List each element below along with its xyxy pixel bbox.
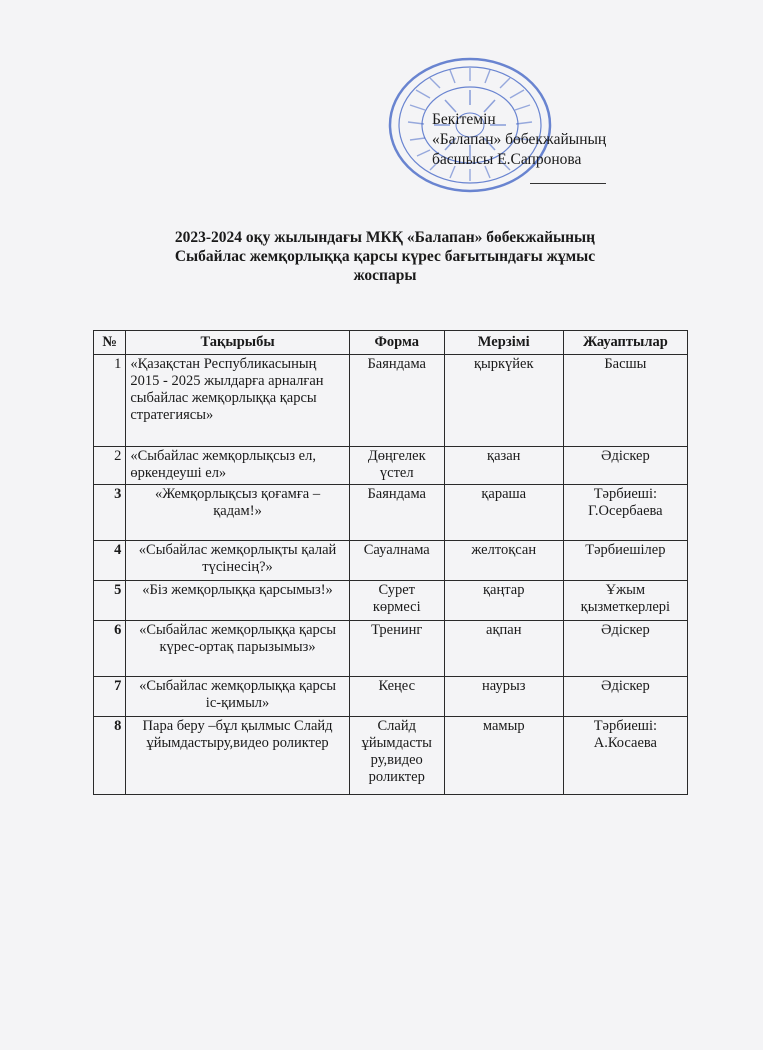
table-row — [94, 581, 688, 621]
table-row — [94, 717, 688, 795]
row-topic: Пара беру –бұл қылмыс Слайд ұйымдастыру,видео роликтер — [126, 717, 349, 795]
approval-line-2: «Балапан» бөбекжайының — [432, 131, 607, 148]
row-date: қазан — [444, 447, 563, 485]
row-topic: «Сыбайлас жемқорлықсыз ел, өркендеуші ел» — [126, 447, 349, 485]
approval-block — [432, 110, 606, 170]
title-line-1: 2023-2024 оқу жылындағы МКҚ «Балапан» бөбекжайының — [174, 229, 596, 246]
row-responsible: Басшы — [563, 355, 687, 447]
table-row — [94, 621, 688, 677]
table-header-row — [94, 331, 688, 355]
row-date: желтоқсан — [444, 541, 563, 581]
row-date: қараша — [444, 485, 563, 541]
row-form: Баяндама — [349, 485, 444, 541]
approval-line-1: Бекітемін — [432, 111, 496, 128]
row-responsible: Тәрбиеші: Г.Осербаева — [563, 485, 687, 541]
header-responsible: Жауаптылар — [563, 331, 687, 355]
table-row — [94, 355, 688, 447]
row-topic: «Біз жемқорлыққа қарсымыз!» — [126, 581, 349, 621]
row-number: 4 — [94, 541, 126, 581]
table-row — [94, 447, 688, 485]
row-number: 1 — [94, 355, 126, 447]
document-title — [120, 228, 650, 285]
row-number: 5 — [94, 581, 126, 621]
row-topic: «Жемқорлықсыз қоғамға – қадам!» — [126, 485, 349, 541]
row-date: мамыр — [444, 717, 563, 795]
row-number: 2 — [94, 447, 126, 485]
row-topic: «Сыбайлас жемқорлыққа қарсы күрес-ортақ парызымыз» — [126, 621, 349, 677]
row-form: Кеңес — [349, 677, 444, 717]
header-date: Мерзімі — [444, 331, 563, 355]
row-number: 7 — [94, 677, 126, 717]
row-form: Тренинг — [349, 621, 444, 677]
row-date: наурыз — [444, 677, 563, 717]
row-responsible: Әдіскер — [563, 621, 687, 677]
row-date: қыркүйек — [444, 355, 563, 447]
row-topic: «Қазақстан Республикасының 2015 - 2025 жылдарға арналған сыбайлас жемқорлыққа қарсы стратегиясы» — [126, 355, 349, 447]
row-form: Дөңгелек үстел — [349, 447, 444, 485]
header-topic: Тақырыбы — [126, 331, 349, 355]
approval-line-3: басшысы Е.Сапронова — [432, 151, 582, 168]
row-form: Сурет көрмесі — [349, 581, 444, 621]
header-number: № — [94, 331, 126, 355]
row-number: 8 — [94, 717, 126, 795]
row-topic: «Сыбайлас жемқорлықты қалай түсінесің?» — [126, 541, 349, 581]
title-line-3: жоспары — [353, 267, 417, 284]
row-responsible: Әдіскер — [563, 677, 687, 717]
row-date: ақпан — [444, 621, 563, 677]
row-form: Слайд ұйымдасты ру,видео роликтер — [349, 717, 444, 795]
row-form: Сауалнама — [349, 541, 444, 581]
work-plan-table — [93, 330, 688, 795]
row-responsible: Әдіскер — [563, 447, 687, 485]
row-date: қаңтар — [444, 581, 563, 621]
table-row — [94, 485, 688, 541]
table-row — [94, 541, 688, 581]
row-number: 6 — [94, 621, 126, 677]
row-topic: «Сыбайлас жемқорлыққа қарсы іс-қимыл» — [126, 677, 349, 717]
row-responsible: Ұжым қызметкерлері — [563, 581, 687, 621]
row-form: Баяндама — [349, 355, 444, 447]
row-responsible: Тәрбиеші: А.Косаева — [563, 717, 687, 795]
row-number: 3 — [94, 485, 126, 541]
title-line-2: Сыбайлас жемқорлыққа қарсы күрес бағытындағы жұмыс — [174, 248, 596, 265]
header-form: Форма — [349, 331, 444, 355]
row-responsible: Тәрбиешілер — [563, 541, 687, 581]
signature-line — [530, 183, 606, 184]
table-row — [94, 677, 688, 717]
